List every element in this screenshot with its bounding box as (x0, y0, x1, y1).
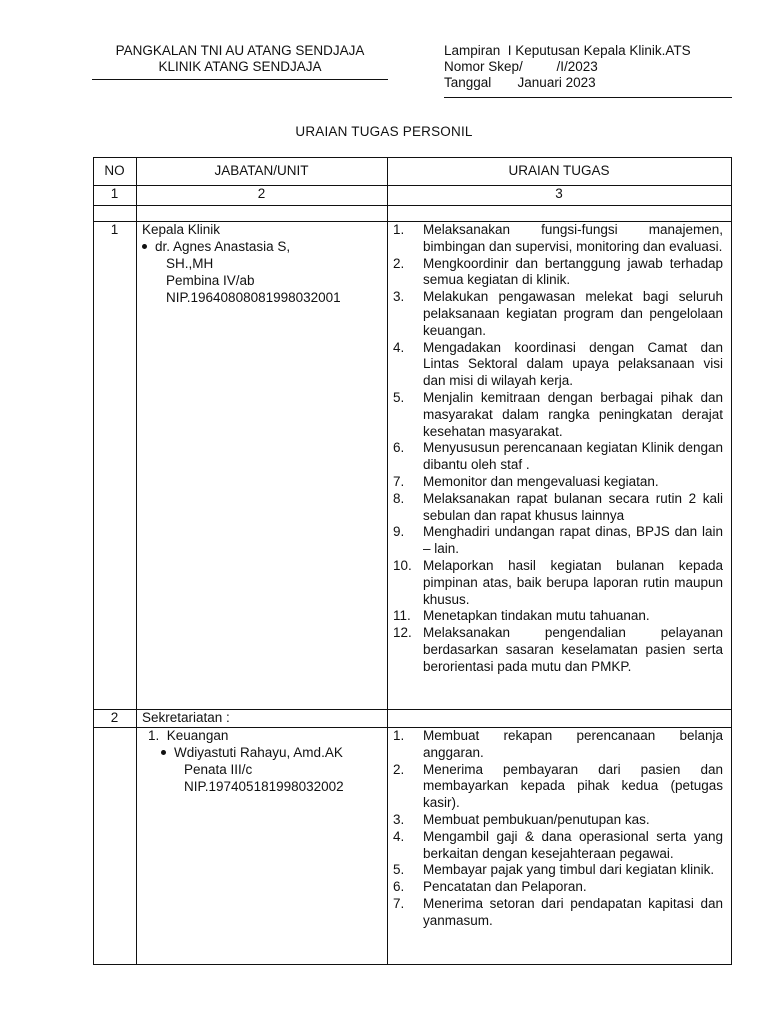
task-number: 3. (393, 289, 405, 305)
row2-unit: Sekretariatan : (142, 710, 230, 725)
row1-task-item (393, 256, 723, 290)
column-number-2: 2 (257, 186, 266, 201)
task-text: Melakukan pengawasan melekat bagi seluruh pelaksanaan kegiatan program dan pengelolaan keuangan. (423, 289, 723, 338)
row1-task-item (393, 289, 723, 339)
task-text: Mengkoordinir dan bertanggung jawab terhadap semua kegiatan di klinik. (423, 255, 723, 288)
bullet-icon (161, 750, 166, 755)
row2-task-item (393, 829, 723, 863)
task-number: 11. (393, 608, 411, 624)
number-row-divider (93, 205, 732, 206)
row2-task-item (393, 728, 723, 762)
task-text: Memonitor dan mengevaluasi kegiatan. (423, 473, 659, 489)
row1-person-nip: NIP.19640808081998032001 (166, 290, 341, 305)
row2-sub-unit (148, 728, 378, 745)
task-text: Menetapkan tindakan mutu tahuanan. (423, 608, 650, 624)
row1-task-item (393, 390, 723, 440)
column-divider-1 (136, 157, 137, 965)
task-number: 3. (393, 811, 405, 827)
org-name: PANGKALAN TNI AU ATANG SENDJAJA (115, 43, 365, 58)
row2-task-item (393, 879, 723, 896)
task-text: Melaksanakan fungsi-fungsi manajemen, bimbingan dan supervisi, monitoring dan evaluasi. (423, 222, 723, 254)
row2-task-item (393, 896, 723, 930)
row2-task-item (393, 862, 723, 879)
tanggal-line: Tanggal Januari 2023 (444, 75, 596, 90)
row2-task-list (393, 728, 723, 930)
row1-person-degree: SH.,MH (166, 256, 214, 271)
row1-task-item (393, 608, 723, 625)
task-text: Mengadakan koordinasi dengan Camat dan Lintas Sektoral dalam upaya pelaksanaan visi dan misi di wilayah kerja. (423, 339, 723, 389)
row1-task-item (393, 474, 723, 491)
row2-sub-number: 1. (148, 728, 160, 743)
row1-person-name: dr. Agnes Anastasia S, (155, 239, 291, 254)
task-number: 4. (393, 339, 405, 355)
task-text: Melaporkan hasil kegiatan bulanan kepada pimpinan atas, baik berupa laporan rutin maupun khusus. (423, 557, 723, 607)
clinic-name: KLINIK ATANG SENDJAJA (158, 59, 322, 74)
nomor-line: Nomor Skep/ /I/2023 (444, 59, 598, 74)
lampiran-line: Lampiran I Keputusan Kepala Klinik.ATS (444, 43, 691, 58)
attachment-reference (444, 43, 734, 91)
document-title: URAIAN TUGAS PERSONIL (295, 124, 473, 139)
column-number-3: 3 (555, 186, 563, 201)
row2-person-name: Wdiyastuti Rahayu, Amd.AK (174, 745, 343, 760)
row1-task-item (393, 625, 723, 675)
row2-sub-unit-name: Keuangan (166, 728, 229, 743)
table-border-bottom (93, 964, 732, 965)
row1-task-list (393, 222, 723, 676)
task-text: Melaksanakan pengendalian pelayanan berdasarkan sasaran keselamatan pasien serta berorientasi pada mutu dan PMKP. (423, 625, 723, 674)
row2-person-nip: NIP.197405181998032002 (184, 779, 344, 794)
row1-unit: Kepala Klinik (142, 222, 221, 237)
row1-task-item (393, 222, 723, 256)
header-no: NO (104, 163, 125, 178)
row2-no: 2 (110, 710, 119, 725)
task-text: Menerima pembayaran dari pasien dan membayarkan kepada pihak kedua (petugas kasir). (423, 761, 723, 811)
letterhead-underline (92, 79, 388, 80)
task-number: 1. (393, 728, 405, 743)
column-number-1: 1 (110, 186, 119, 201)
task-number: 2. (393, 255, 405, 271)
task-text: Menjalin kemitraan dengan berbagai pihak dan masyarakat dalam rangka peningkatan derajat kesehatan masyarakat. (423, 389, 723, 439)
row2-person (161, 745, 386, 762)
task-text: Menyususun perencanaan kegiatan Klinik dengan dibantu oleh staf . (423, 440, 723, 473)
task-number: 9. (393, 524, 405, 540)
row1-task-item (393, 440, 723, 474)
row1-no: 1 (110, 222, 119, 237)
letterhead-organization (92, 43, 388, 75)
reference-underline (444, 97, 732, 98)
table-border-left (93, 157, 94, 965)
task-text: Pencatatan dan Pelaporan. (423, 879, 587, 895)
task-number: 1. (393, 222, 405, 237)
task-number: 7. (393, 895, 405, 911)
row1-person-rank: Pembina IV/ab (166, 273, 255, 288)
row1-person (142, 239, 382, 256)
task-number: 4. (393, 828, 405, 844)
task-text: Menerima setoran dari pendapatan kapitasi dan yanmasum. (423, 895, 723, 928)
task-text: Mengambil gaji & dana operasional serta yang berkaitan dengan kesejahteraan pegawai. (423, 828, 723, 861)
row1-task-item (393, 558, 723, 608)
task-number: 8. (393, 490, 405, 506)
table-border-right (731, 157, 732, 965)
column-divider-2 (387, 157, 388, 965)
task-text: Melaksanakan rapat bulanan secara rutin 2 kali sebulan dan rapat khusus lainnya (423, 490, 723, 523)
task-text: Membayar pajak yang timbul dari kegiatan klinik. (423, 862, 715, 878)
task-number: 2. (393, 761, 405, 777)
bullet-icon (142, 244, 147, 249)
header-uraian: URAIAN TUGAS (508, 163, 610, 178)
task-text: Membuat rekapan perencanaan belanja anggaran. (423, 728, 723, 760)
task-number: 6. (393, 879, 405, 895)
task-number: 7. (393, 473, 405, 489)
task-number: 5. (393, 389, 405, 405)
row1-task-item (393, 491, 723, 525)
task-text: Menghadiri undangan rapat dinas, BPJS dan lain – lain. (423, 524, 723, 557)
header-jabatan: JABATAN/UNIT (214, 163, 309, 178)
row2-task-item (393, 762, 723, 812)
task-number: 10. (393, 557, 412, 573)
task-number: 5. (393, 862, 405, 878)
task-number: 12. (393, 625, 412, 641)
table-border-top (93, 157, 732, 158)
row1-task-item (393, 524, 723, 558)
task-text: Membuat pembukuan/penutupan kas. (423, 811, 650, 827)
duty-table (93, 157, 732, 965)
row1-task-item (393, 340, 723, 390)
row2-task-item (393, 812, 723, 829)
task-number: 6. (393, 440, 405, 456)
row2-person-rank: Penata III/c (184, 762, 253, 777)
